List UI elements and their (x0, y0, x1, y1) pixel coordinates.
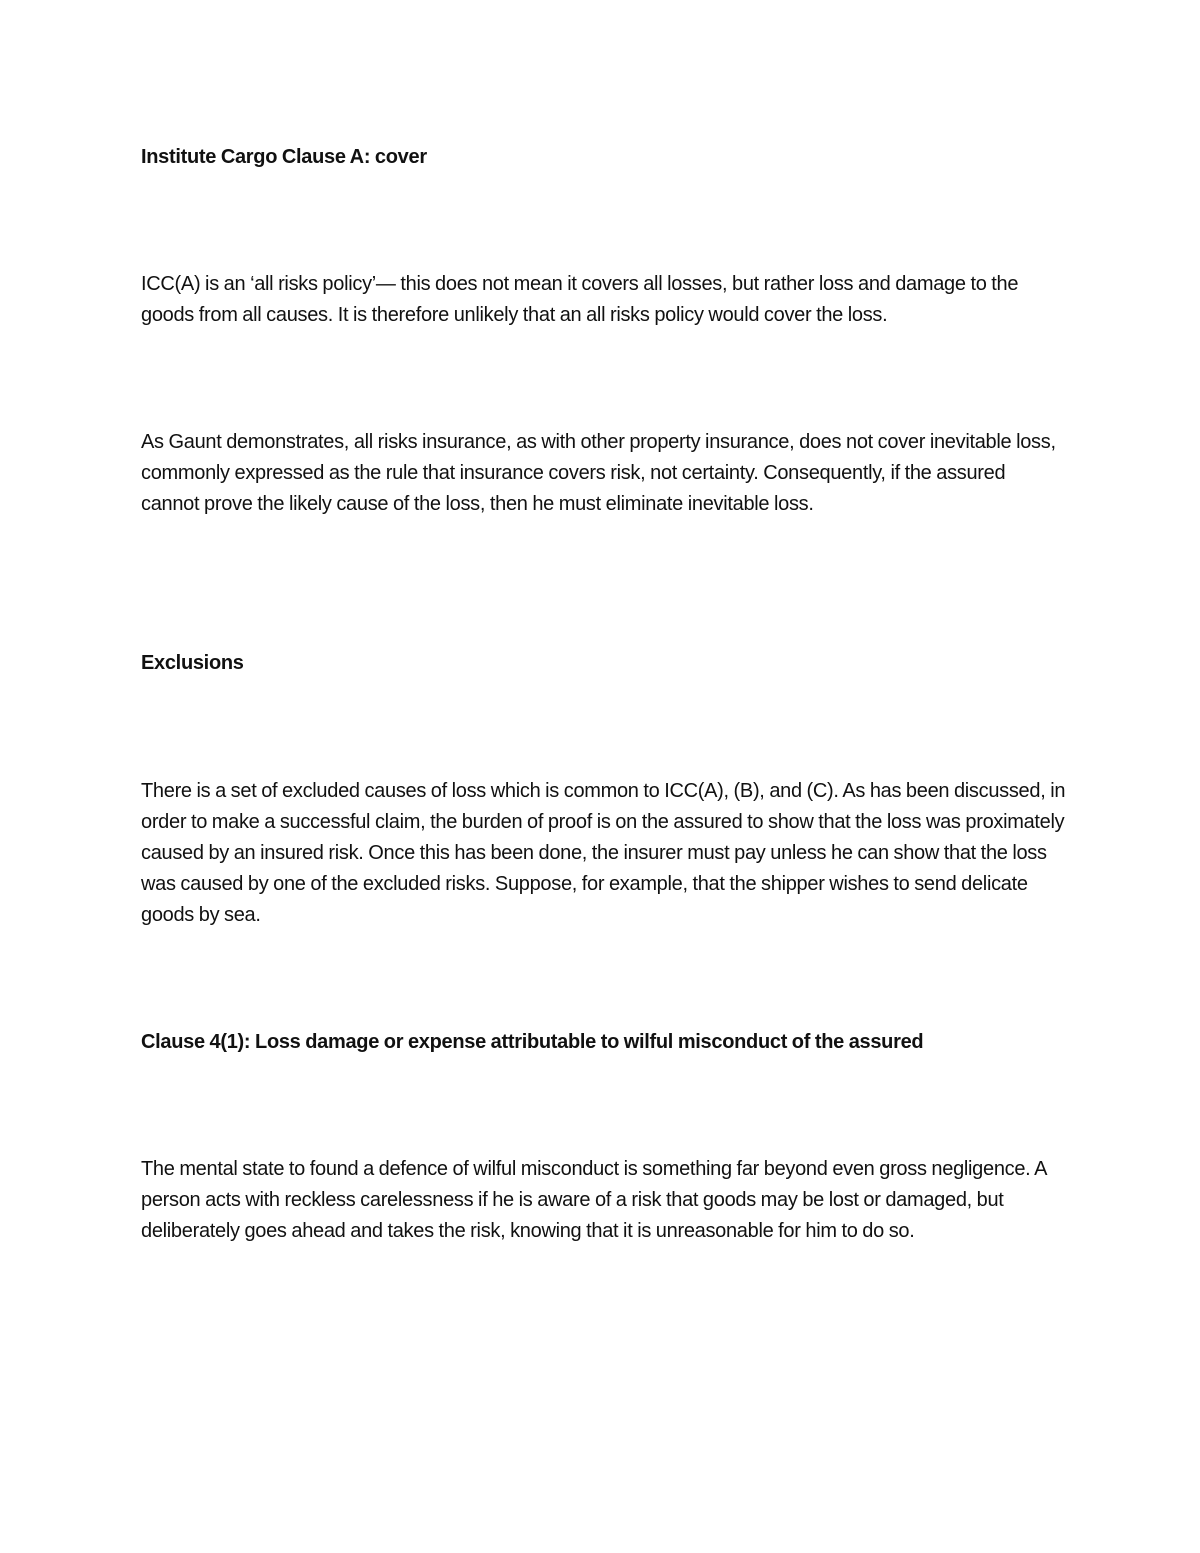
heading-clause-4-1: Clause 4(1): Loss damage or expense attributable to wilful misconduct of the assured (141, 1031, 924, 1053)
paragraph-wilful-misconduct: The mental state to found a defence of wilful misconduct is something far beyond even gross negligence. A person acts with reckless carelessness if he is aware of a risk that goods may be lost or damaged, but deliberately goes ahead and takes the risk, knowing that it is unreasonable for him to do so. (141, 1158, 1047, 1242)
heading-exclusions: Exclusions (141, 652, 244, 674)
paragraph-all-risks-policy: ICC(A) is an ‘all risks policy’— this does not mean it covers all losses, but rather loss and damage to the goods from all causes. It is therefore unlikely that an all risks policy would cover the loss. (141, 273, 1019, 326)
paragraph-excluded-causes: There is a set of excluded causes of loss which is common to ICC(A), (B), and (C). As has been discussed, in order to make a successful claim, the burden of proof is on the assured to show that the loss was proximately caused by an insured risk. Once this has been done, the insurer must pay unless he can show that the loss was caused by one of the excluded risks. Suppose, for example, that the shipper wishes to send delicate goods by sea. (141, 780, 1066, 926)
paragraph-gaunt: As Gaunt demonstrates, all risks insurance, as with other property insurance, does not cover inevitable loss, commonly expressed as the rule that insurance covers risk, not certainty. Consequently, if the assured cannot prove the likely cause of the loss, then he must eliminate inevitable loss. (141, 431, 1056, 515)
document-title: Institute Cargo Clause A: cover (141, 146, 427, 168)
